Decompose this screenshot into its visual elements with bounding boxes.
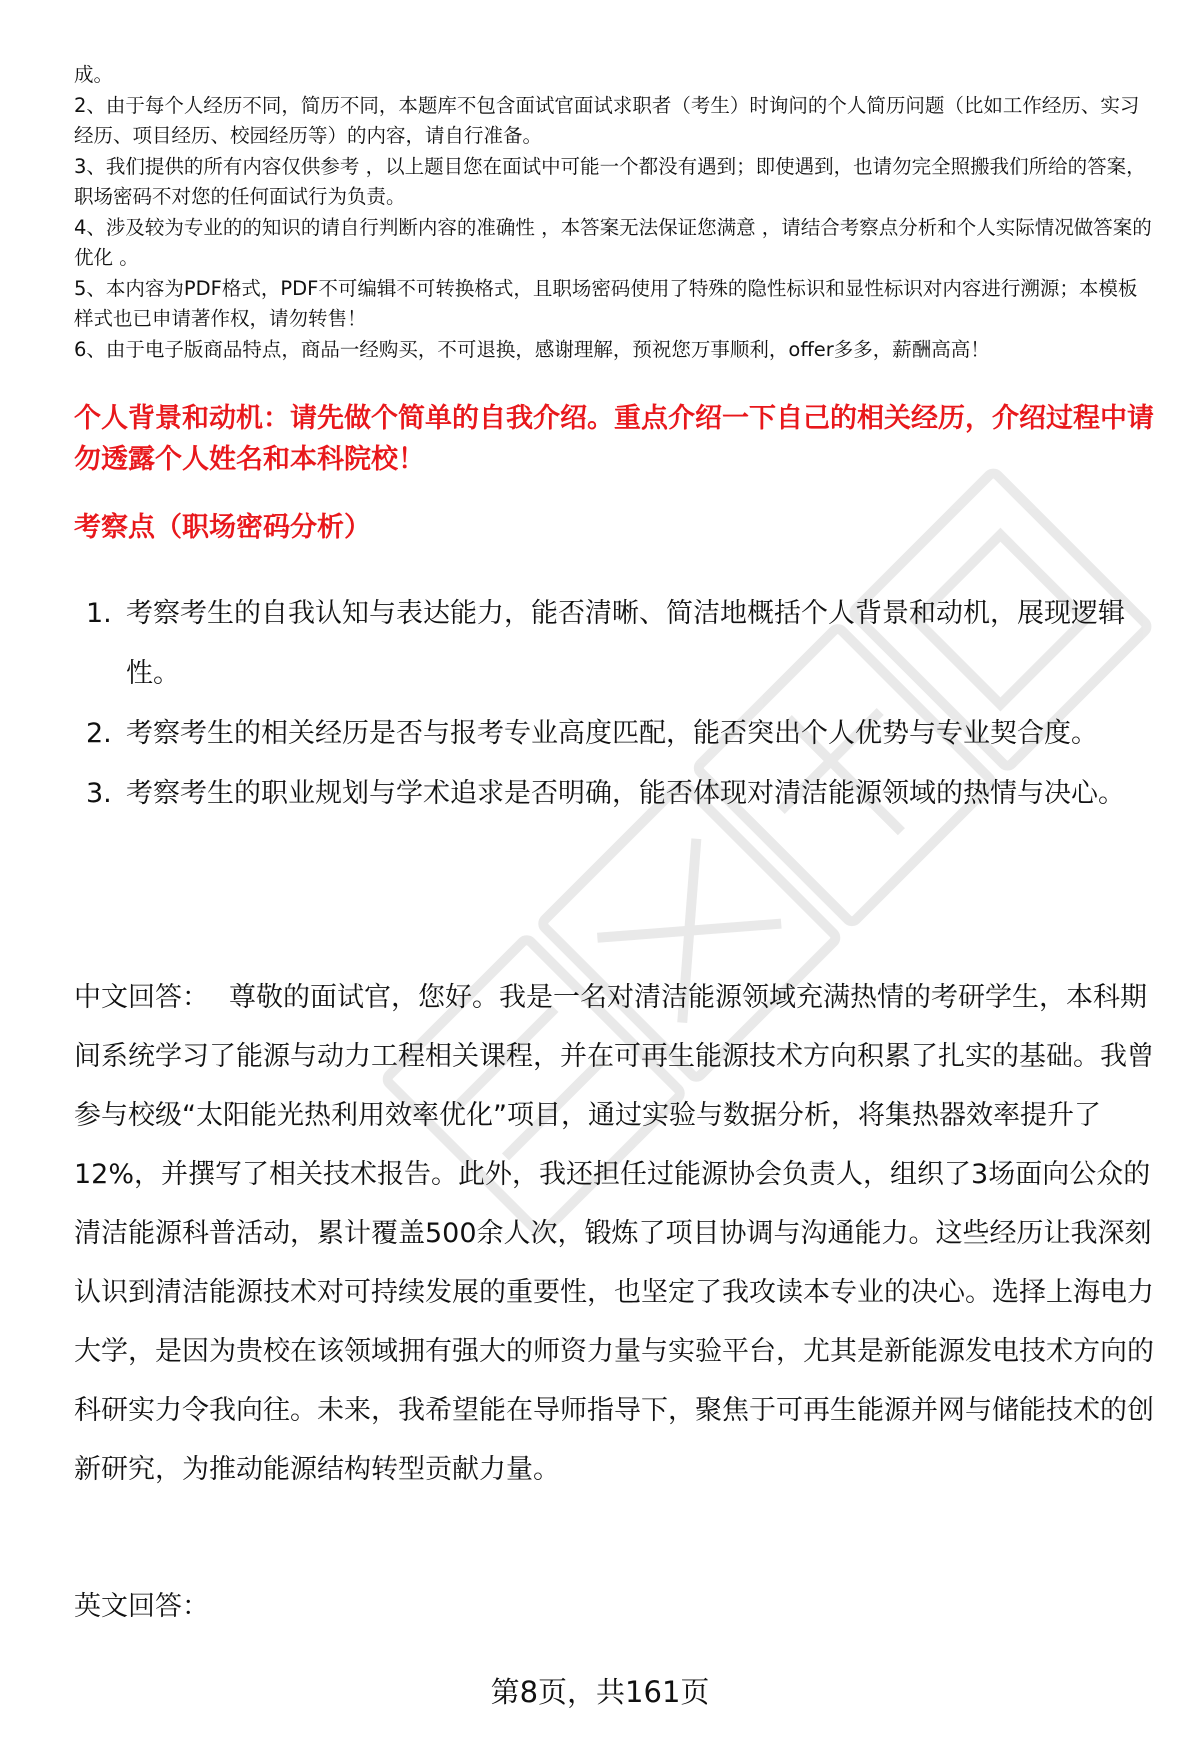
chinese-answer-block: [74, 968, 1160, 1499]
analysis-point: [74, 584, 1154, 704]
note-line: 5、本内容为PDF格式，PDF不可编辑不可转换格式，且职场密码使用了特殊的隐性标识和显性标识对内容进行溯源；本模板样式也已申请著作权，请勿转售！: [74, 276, 1138, 330]
note-line: 4、涉及较为专业的的知识的请自行判断内容的准确性 ，本答案无法保证您满意 ，请结合考察点分析和个人实际情况做答案的优化 。: [74, 215, 1152, 269]
point-text: 考察考生的职业规划与学术追求是否明确，能否体现对清洁能源领域的热情与决心。: [126, 778, 1125, 809]
question-heading: 个人背景和动机：请先做个简单的自我介绍。重点介绍一下自己的相关经历，介绍过程中请勿透露个人姓名和本科院校！: [74, 403, 1154, 475]
chinese-answer-text: 尊敬的面试官，您好。我是一名对清洁能源领域充满热情的考研学生，本科期间系统学习了能源与动力工程相关课程，并在可再生能源技术方向积累了扎实的基础。我曾参与校级“太阳能光热利用效率优化”项目，通过实验与数据分析，将集热器效率提升了12%，并撰写了相关技术报告。此外，我还担任过能源协会负责人，组织了3场面向公众的清洁能源科普活动，累计覆盖500余人次，锻炼了项目协调与沟通能力。这些经历让我深刻认识到清洁能源技术对可持续发展的重要性，也坚定了我攻读本专业的决心。选择上海电力大学，是因为贵校在该领域拥有强大的师资力量与实验平台，尤其是新能源发电技术方向的科研实力令我向往。未来，我希望能在导师指导下，聚焦于可再生能源并网与储能技术的创新研究，为推动能源结构转型贡献力量。: [74, 982, 1154, 1485]
point-text: 考察考生的自我认知与表达能力，能否清晰、简洁地概括个人背景和动机，展现逻辑性。: [126, 598, 1125, 689]
analysis-points: [74, 584, 1154, 824]
note-line: 6、由于电子版商品特点，商品一经购买，不可退换，感谢理解，预祝您万事顺利，offer多多，薪酬高高！: [74, 337, 990, 361]
point-number: 3.: [86, 778, 112, 809]
point-number: 2.: [86, 718, 112, 749]
note-line: 2、由于每个人经历不同，简历不同，本题库不包含面试官面试求职者（考生）时询问的个人简历问题（比如工作经历、实习经历、项目经历、校园经历等）的内容，请自行准备。: [74, 93, 1140, 147]
analysis-point: [74, 764, 1154, 824]
page-number: 第8页，共161页: [490, 1675, 710, 1709]
point-number: 1.: [86, 598, 112, 629]
chinese-answer-label: 中文回答：: [74, 982, 209, 1013]
analysis-title: 考察点（职场密码分析）: [74, 512, 371, 543]
point-text: 考察考生的相关经历是否与报考专业高度匹配，能否突出个人优势与专业契合度。: [126, 718, 1098, 749]
note-line: 成。: [74, 63, 114, 86]
disclaimer-notes: [74, 60, 1154, 365]
english-answer-label: 英文回答：: [74, 1591, 209, 1622]
note-line: 3、我们提供的所有内容仅供参考 ，以上题目您在面试中可能一个都没有遇到；即使遇到，也请勿完全照搬我们所给的答案，职场密码不对您的任何面试行为负责。: [74, 154, 1146, 208]
analysis-point: [74, 704, 1154, 764]
